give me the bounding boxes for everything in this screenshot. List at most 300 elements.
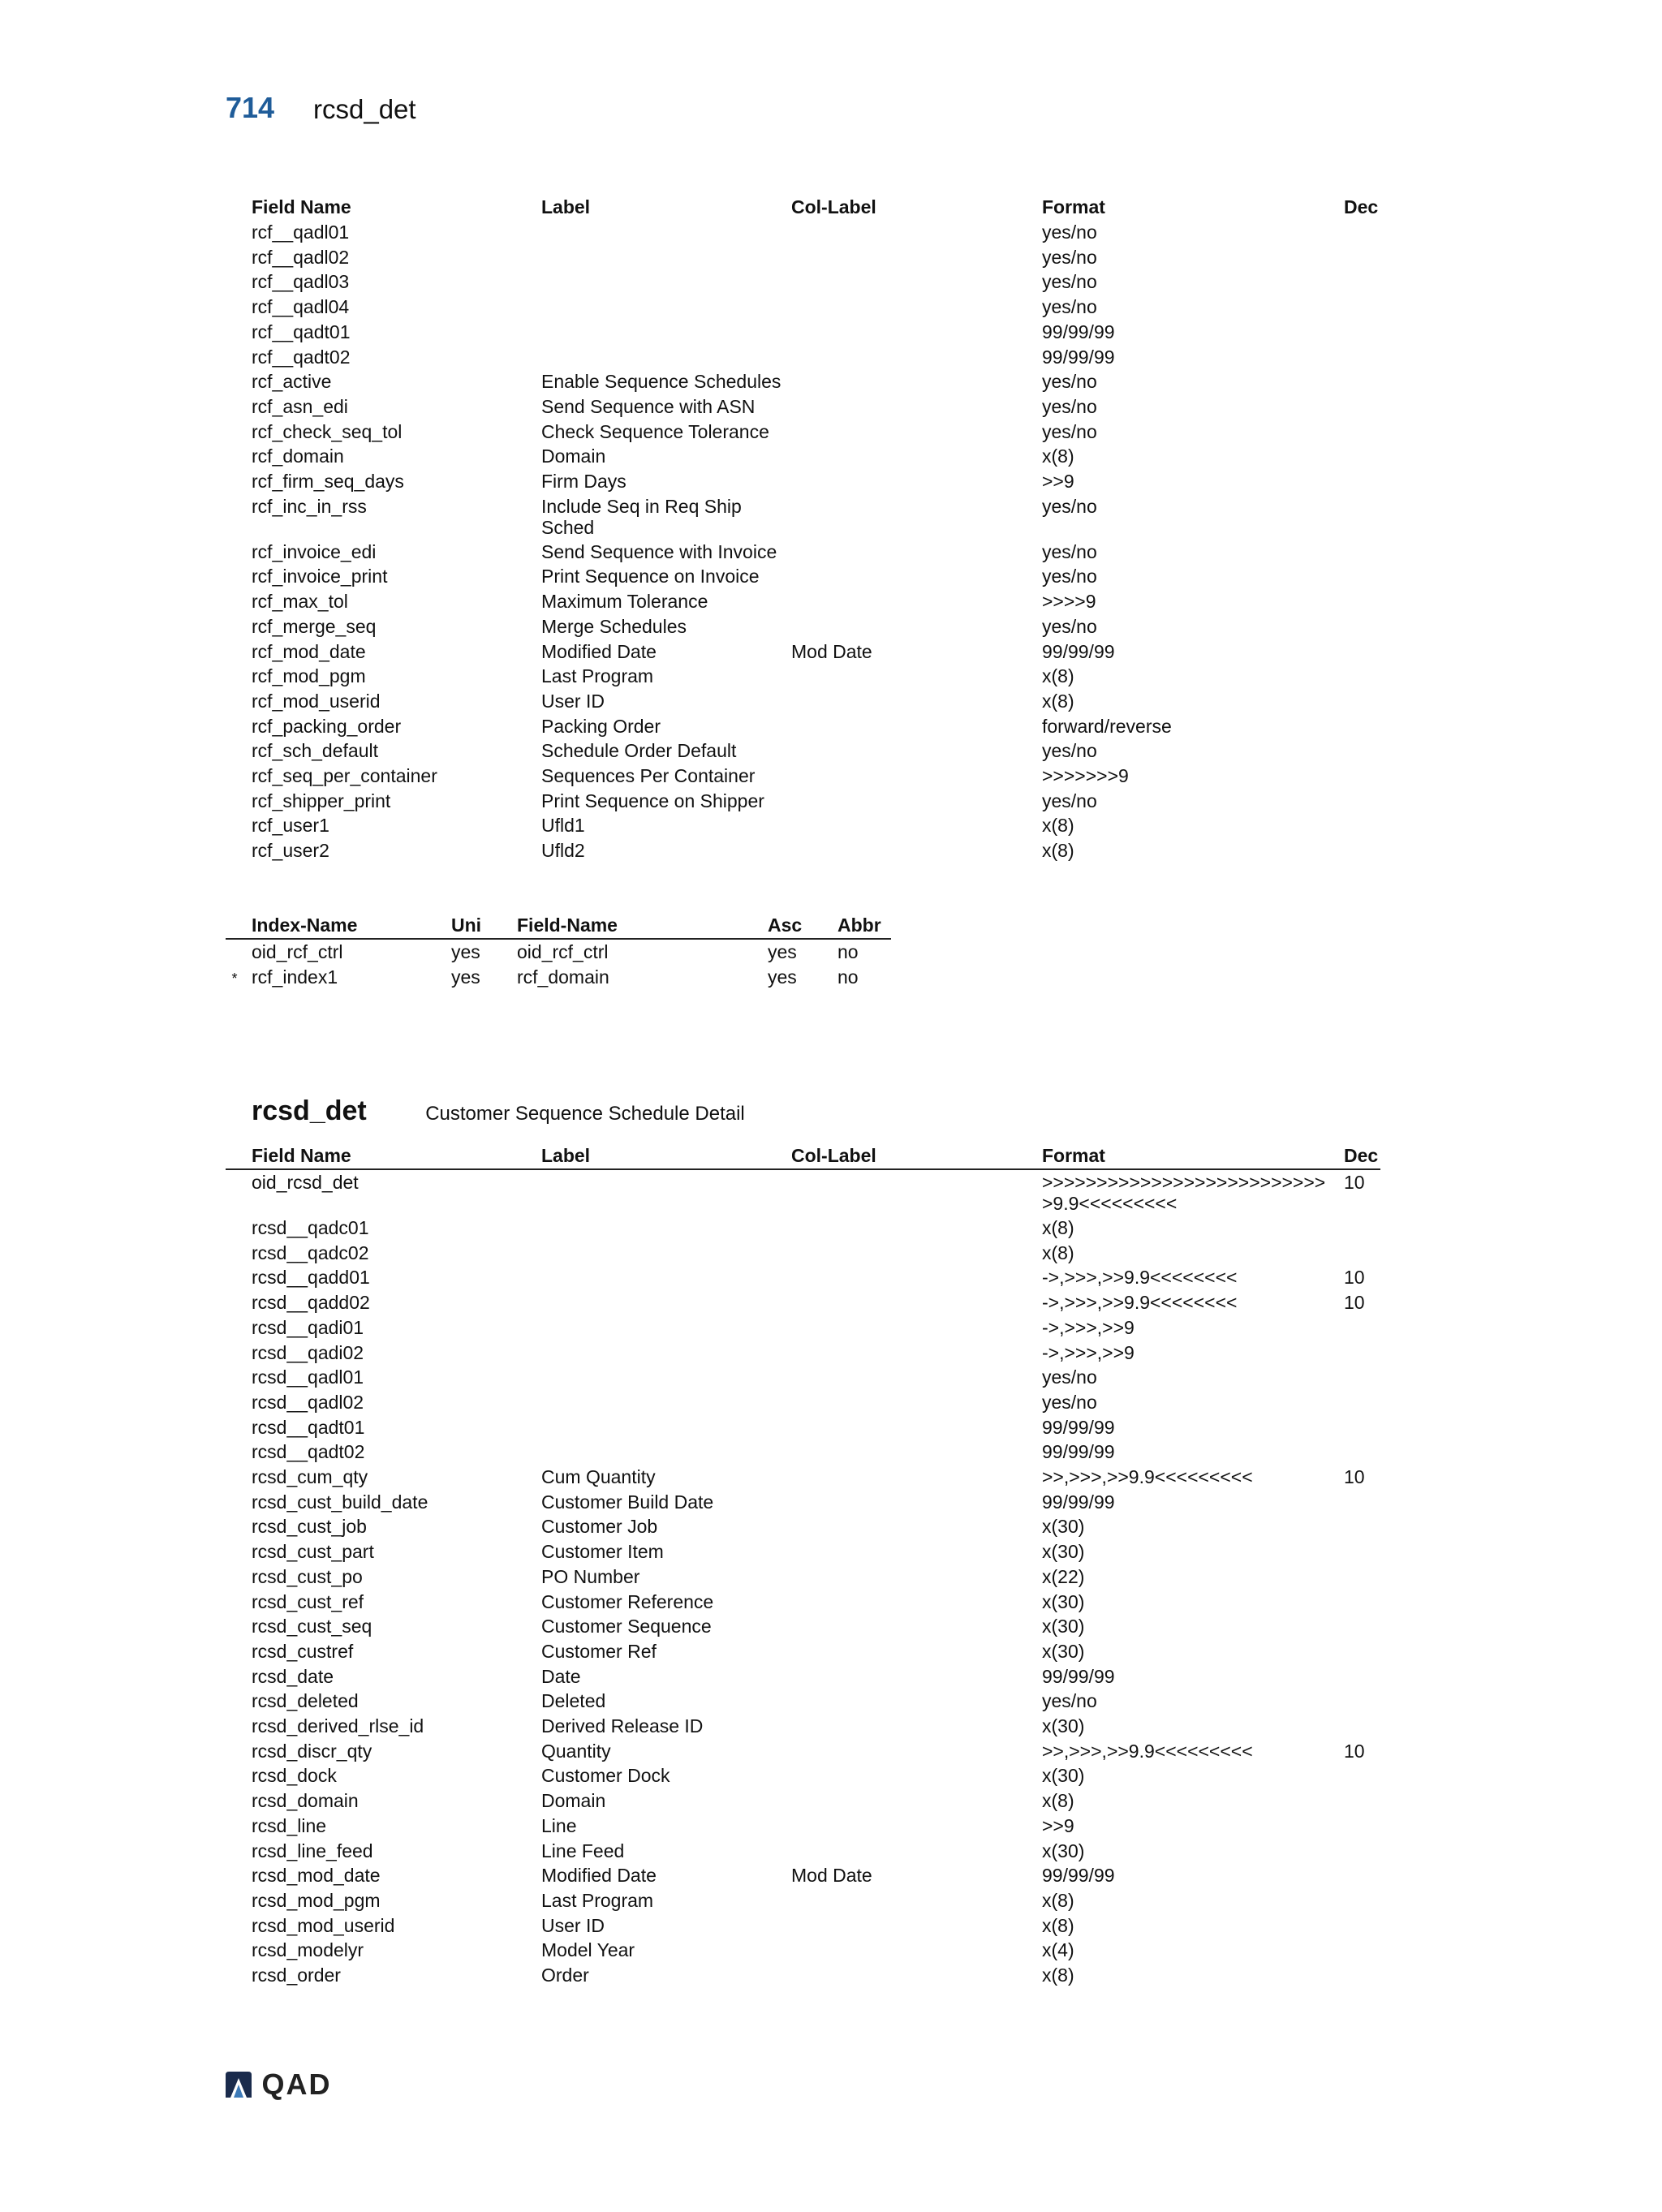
index-name-text: rcf_index1 (252, 966, 338, 988)
field-dec-cell (1334, 1365, 1380, 1390)
field-label-cell: Customer Item (541, 1541, 664, 1563)
table-row (226, 1514, 1380, 1539)
field-name-cell: rcsd_cust_part (252, 1541, 374, 1563)
field-format-cell: yes/no (1042, 395, 1097, 417)
field-name-cell: rcf__qadl04 (252, 296, 350, 318)
field-col-label-cell (765, 738, 1016, 764)
field-format-cell: x(8) (1042, 815, 1074, 837)
field-col-label-cell (765, 1689, 1016, 1714)
field-label-cell: Last Program (541, 1889, 654, 1911)
field-name-cell: rcsd__qadl02 (252, 1391, 364, 1413)
field-name-cell: rcsd_cust_po (252, 1565, 363, 1587)
field-label-cell (515, 1365, 765, 1390)
field-format-cell: x(30) (1042, 1640, 1085, 1662)
field-format-cell: x(8) (1042, 445, 1074, 467)
field-name-cell: rcf_asn_edi (252, 395, 348, 417)
field-format-cell: >>,>>>,>>9.9<<<<<<<<< (1042, 1466, 1253, 1488)
field-format-cell: 99/99/99 (1042, 346, 1115, 368)
qad-logo-icon (224, 2070, 253, 2099)
field-format-cell: x(30) (1042, 1765, 1085, 1787)
index-row (226, 965, 891, 992)
field-label-cell: Check Sequence Tolerance (541, 420, 769, 442)
field-col-label-cell (765, 1763, 1016, 1788)
index-name-cell (226, 939, 451, 965)
field-label-cell: Maximum Tolerance (541, 591, 708, 613)
field-name-cell: rcf_inc_in_rss (252, 495, 367, 517)
field-label-cell: Quantity (541, 1740, 611, 1762)
table-row (226, 1390, 1380, 1415)
section-description: Customer Sequence Schedule Detail (425, 1103, 745, 1125)
field-format-cell: yes/no (1042, 790, 1097, 811)
field-format-cell: yes/no (1042, 222, 1097, 243)
field-name-cell: rcf_check_seq_tol (252, 420, 403, 442)
field-dec-cell (1334, 394, 1380, 420)
field-col-label-cell (765, 838, 1016, 863)
field-label-cell (515, 1341, 765, 1366)
field-dec-cell (1334, 1390, 1380, 1415)
field-format-cell: x(30) (1042, 1516, 1085, 1538)
field-name-cell: rcsd_date (252, 1665, 334, 1687)
field-table-header (226, 195, 1380, 220)
field-col-label-cell (765, 664, 1016, 689)
field-label-cell: Print Sequence on Invoice (541, 566, 760, 587)
field-label-cell (515, 295, 765, 320)
field-name-cell: rcsd__qadt01 (252, 1416, 365, 1438)
table-row (226, 1415, 1380, 1440)
field-col-label-cell (765, 764, 1016, 789)
field-col-label-cell (765, 1241, 1016, 1266)
field-dec-cell (1334, 1564, 1380, 1590)
rcf-index-rows (226, 939, 891, 991)
field-name-cell: rcsd_derived_rlse_id (252, 1715, 424, 1737)
field-label-cell: Deleted (541, 1690, 606, 1712)
field-dec-cell (1334, 1788, 1380, 1814)
field-label-cell: Send Sequence with ASN (541, 395, 756, 417)
index-uni-cell: yes (451, 966, 480, 988)
primary-index-marker: * (231, 970, 238, 987)
field-col-label-cell (765, 614, 1016, 639)
table-row (226, 1689, 1380, 1714)
field-dec-cell (1334, 1440, 1380, 1465)
table-row (226, 1564, 1380, 1590)
field-col-label-cell (765, 1415, 1016, 1440)
field-label-cell: Sequences Per Container (541, 765, 756, 787)
col-label: Label (515, 1143, 765, 1169)
field-format-cell: ->,>>>,>>9.9<<<<<<<< (1042, 1267, 1238, 1289)
field-name-cell: rcsd_cust_seq (252, 1616, 372, 1637)
table-row (226, 689, 1380, 714)
page-title: rcsd_det (313, 94, 416, 124)
field-dec-cell (1334, 714, 1380, 739)
field-dec-cell (1334, 1216, 1380, 1241)
field-name-cell: rcf_active (252, 371, 332, 393)
col-field-name: Field Name (252, 196, 351, 217)
table-row (226, 1714, 1380, 1739)
field-name-cell: rcsd_cust_job (252, 1516, 367, 1538)
field-format-cell: yes/no (1042, 246, 1097, 268)
table-row (226, 1639, 1380, 1664)
field-format-cell: 99/99/99 (1042, 640, 1115, 662)
field-format-cell: forward/reverse (1042, 715, 1172, 737)
field-dec-cell (1334, 1490, 1380, 1515)
field-col-label-cell (765, 1938, 1016, 1963)
field-name-cell: rcsd__qadc01 (252, 1217, 369, 1238)
field-label-cell: Line (541, 1814, 577, 1836)
qad-logo (224, 2068, 331, 2100)
field-label-cell: Schedule Order Default (541, 740, 737, 762)
field-format-cell: yes/no (1042, 1366, 1097, 1388)
table-row (226, 1839, 1380, 1864)
field-label-cell: Customer Dock (541, 1765, 670, 1787)
field-name-cell: rcf_mod_pgm (252, 665, 366, 687)
field-col-label-cell (765, 420, 1016, 445)
table-row (226, 764, 1380, 789)
field-col-label-cell (765, 1365, 1016, 1390)
field-label-cell: Enable Sequence Schedules (541, 371, 781, 393)
field-label-cell (515, 345, 765, 370)
field-col-label-cell (765, 789, 1016, 814)
field-dec-cell (1334, 1590, 1380, 1615)
table-row (226, 614, 1380, 639)
field-col-label-cell (765, 813, 1016, 838)
field-col-label-cell (765, 1465, 1016, 1490)
field-name-cell: rcsd__qadd01 (252, 1267, 370, 1289)
field-dec-cell (1334, 1664, 1380, 1689)
table-row (226, 789, 1380, 814)
field-name-cell: rcf__qadt01 (252, 321, 351, 342)
field-dec-cell (1334, 269, 1380, 295)
field-dec-cell (1334, 1963, 1380, 1988)
index-abbr-cell: no (837, 966, 859, 988)
field-name-cell: rcf_invoice_print (252, 566, 388, 587)
table-row (226, 1341, 1380, 1366)
field-format-cell: yes/no (1042, 615, 1097, 637)
field-name-cell: rcsd_mod_userid (252, 1914, 395, 1936)
field-col-label-cell (765, 444, 1016, 469)
col-dec: Dec (1334, 1143, 1380, 1169)
field-format-cell: ->,>>>,>>9 (1042, 1341, 1135, 1363)
field-name-cell: rcsd_mod_pgm (252, 1889, 381, 1911)
table-row (226, 469, 1380, 494)
field-name-cell: rcf_packing_order (252, 715, 402, 737)
field-col-label-cell (765, 1664, 1016, 1689)
field-format-cell: x(30) (1042, 1840, 1085, 1861)
field-name-cell: rcsd__qadt02 (252, 1441, 365, 1463)
field-dec-cell: 10 (1344, 1740, 1365, 1762)
field-col-label-cell (765, 1814, 1016, 1839)
field-dec-cell (1334, 469, 1380, 494)
field-col-label-cell (765, 1315, 1016, 1341)
field-format-cell: 99/99/99 (1042, 1441, 1115, 1463)
field-table-header (226, 1143, 1380, 1169)
field-format-cell: >>9 (1042, 1814, 1074, 1836)
field-label-cell: Merge Schedules (541, 615, 687, 637)
field-dec-cell (1334, 1341, 1380, 1366)
table-row (226, 540, 1380, 565)
field-label-cell (515, 1169, 765, 1216)
field-dec-cell (1334, 1539, 1380, 1564)
field-dec-cell (1334, 1415, 1380, 1440)
field-dec-cell (1334, 494, 1380, 540)
field-name-cell: rcf_mod_userid (252, 690, 381, 712)
field-format-cell: x(22) (1042, 1565, 1085, 1587)
table-row (226, 1763, 1380, 1788)
qad-logo-text: QAD (261, 2068, 332, 2101)
field-label-cell: Domain (541, 445, 606, 467)
field-col-label-cell (765, 1963, 1016, 1988)
field-dec-cell (1334, 689, 1380, 714)
field-name-cell: rcf__qadl02 (252, 246, 350, 268)
field-col-label-cell (765, 245, 1016, 270)
field-dec-cell (1334, 540, 1380, 565)
field-label-cell (515, 245, 765, 270)
index-asc-cell: yes (768, 966, 797, 988)
field-format-cell: yes/no (1042, 371, 1097, 393)
field-dec-cell (1334, 1938, 1380, 1963)
field-label-cell (515, 320, 765, 345)
table-row (226, 1440, 1380, 1465)
table-row (226, 1539, 1380, 1564)
field-format-cell: x(8) (1042, 1217, 1074, 1238)
field-name-cell: rcsd_order (252, 1965, 341, 1986)
field-label-cell: Modified Date (541, 640, 657, 662)
field-format-cell: >>>>>>>9 (1042, 765, 1129, 787)
field-format-cell: x(8) (1042, 1914, 1074, 1936)
table-row (226, 1888, 1380, 1913)
rcf-index-table (226, 913, 891, 991)
index-abbr-cell: no (837, 941, 859, 962)
field-dec-cell (1334, 1689, 1380, 1714)
field-dec-cell (1334, 1315, 1380, 1341)
field-format-cell: x(4) (1042, 1939, 1074, 1961)
field-name-cell: rcsd_discr_qty (252, 1740, 372, 1762)
field-format-cell: x(8) (1042, 1965, 1074, 1986)
col-field-name: Field Name (226, 1143, 515, 1169)
field-label-cell (515, 1265, 765, 1290)
field-col-label-cell (765, 1739, 1016, 1764)
field-col-label-cell (765, 1290, 1016, 1315)
field-name-cell: rcf_user2 (252, 840, 329, 862)
field-dec-cell (1334, 639, 1380, 665)
index-field-name-cell: rcf_domain (517, 966, 609, 988)
field-label-cell: User ID (541, 1914, 605, 1936)
field-name-cell: rcsd_dock (252, 1765, 337, 1787)
rcf-field-rows (226, 220, 1380, 863)
field-label-cell (515, 1216, 765, 1241)
field-label-cell: Cum Quantity (541, 1466, 656, 1488)
field-dec-cell (1334, 295, 1380, 320)
field-dec-cell (1334, 444, 1380, 469)
field-format-cell: yes/no (1042, 740, 1097, 762)
field-label-cell: PO Number (541, 1565, 640, 1587)
field-format-cell: x(8) (1042, 690, 1074, 712)
field-col-label-cell (765, 1216, 1016, 1241)
table-row (226, 220, 1380, 245)
field-format-cell: x(8) (1042, 665, 1074, 687)
field-name-cell: rcsd_deleted (252, 1690, 359, 1712)
section-name: rcsd_det (252, 1095, 367, 1126)
field-name-cell: rcsd_modelyr (252, 1939, 364, 1961)
field-name-cell: rcsd_domain (252, 1790, 359, 1812)
field-name-cell: rcsd_cum_qty (252, 1466, 368, 1488)
field-format-cell: x(8) (1042, 1889, 1074, 1911)
field-name-cell: rcf_seq_per_container (252, 765, 437, 787)
field-name-cell: rcsd_line_feed (252, 1840, 373, 1861)
field-format-cell: ->,>>>,>>9 (1042, 1316, 1135, 1338)
index-name-cell (226, 965, 451, 992)
col-format: Format (1016, 1143, 1334, 1169)
field-col-label-cell (765, 1639, 1016, 1664)
col-abbr: Abbr (837, 913, 891, 939)
field-col-label-cell (765, 320, 1016, 345)
field-col-label-cell (765, 1888, 1016, 1913)
table-row (226, 1938, 1380, 1963)
field-col-label-cell (765, 1341, 1016, 1366)
col-format: Format (1042, 196, 1105, 217)
field-col-label-cell (765, 345, 1016, 370)
field-dec-cell: 10 (1344, 1172, 1365, 1193)
field-dec-cell (1334, 1614, 1380, 1639)
table-row (226, 1788, 1380, 1814)
field-col-label-cell (765, 1590, 1016, 1615)
table-row (226, 1590, 1380, 1615)
field-name-cell: rcsd_mod_date (252, 1865, 381, 1887)
field-name-cell: rcf__qadt02 (252, 346, 351, 368)
field-col-label-cell (765, 1440, 1016, 1465)
field-name-cell: rcsd__qadc02 (252, 1242, 369, 1263)
field-dec-cell (1334, 1714, 1380, 1739)
field-name-cell: rcsd__qadl01 (252, 1366, 364, 1388)
table-row (226, 738, 1380, 764)
field-format-cell: >>9 (1042, 471, 1074, 493)
field-label-cell: Date (541, 1665, 581, 1687)
table-row (226, 589, 1380, 614)
rcsd-field-rows (226, 1169, 1380, 1988)
field-dec-cell (1334, 245, 1380, 270)
field-label-cell: Customer Sequence (541, 1616, 712, 1637)
field-label-cell: Packing Order (541, 715, 661, 737)
field-name-cell: rcsd__qadd02 (252, 1292, 370, 1314)
field-label-cell: Include Seq in Req Ship Sched (541, 495, 742, 538)
field-format-cell: >>,>>>,>>9.9<<<<<<<<< (1042, 1740, 1253, 1762)
field-label-cell: Domain (541, 1790, 606, 1812)
field-label-cell: Line Feed (541, 1840, 625, 1861)
field-dec-cell (1334, 764, 1380, 789)
field-dec-cell (1334, 369, 1380, 394)
field-name-cell: rcf_user1 (252, 815, 329, 837)
field-dec-cell (1334, 1814, 1380, 1839)
field-col-label-cell (765, 1490, 1016, 1515)
index-name-text: oid_rcf_ctrl (252, 941, 343, 962)
field-dec-cell (1334, 1514, 1380, 1539)
field-name-cell: rcf_max_tol (252, 591, 348, 613)
table-row (226, 1490, 1380, 1515)
table-row (226, 838, 1380, 863)
index-row (226, 939, 891, 965)
field-col-label-cell (765, 394, 1016, 420)
table-row (226, 420, 1380, 445)
field-dec-cell (1334, 420, 1380, 445)
field-label-cell: Customer Reference (541, 1590, 714, 1612)
field-format-cell: >>>>9 (1042, 591, 1096, 613)
field-dec-cell (1334, 838, 1380, 863)
field-name-cell: rcsd_cust_ref (252, 1590, 364, 1612)
index-asc-cell: yes (768, 941, 797, 962)
field-col-label-cell (765, 540, 1016, 565)
field-col-label-cell: Mod Date (791, 640, 872, 662)
field-dec-cell (1334, 1888, 1380, 1913)
field-label-cell: Modified Date (541, 1865, 657, 1887)
field-col-label-cell (765, 1539, 1016, 1564)
field-col-label-cell: Mod Date (791, 1865, 872, 1887)
field-col-label-cell (765, 469, 1016, 494)
field-format-cell: x(30) (1042, 1715, 1085, 1737)
table-row (226, 320, 1380, 345)
field-label-cell: Derived Release ID (541, 1715, 704, 1737)
field-col-label-cell (765, 714, 1016, 739)
field-format-cell: yes/no (1042, 566, 1097, 587)
table-row (226, 295, 1380, 320)
table-row (226, 1315, 1380, 1341)
field-format-cell: >>>>>>>>>>>>>>>>>>>>>>>>>>>9.9<<<<<<<<< (1042, 1172, 1326, 1214)
table-row (226, 664, 1380, 689)
field-dec-cell (1334, 1913, 1380, 1939)
field-label-cell (515, 1290, 765, 1315)
field-format-cell: yes/no (1042, 1391, 1097, 1413)
field-name-cell: rcsd__qadi01 (252, 1316, 364, 1338)
field-col-label-cell (765, 1169, 1016, 1216)
col-asc: Asc (768, 913, 837, 939)
field-dec-cell (1334, 564, 1380, 589)
field-format-cell: x(8) (1042, 1242, 1074, 1263)
field-name-cell: rcsd_line (252, 1814, 327, 1836)
field-col-label-cell (765, 295, 1016, 320)
index-table-header (226, 913, 891, 939)
table-row (226, 639, 1380, 665)
field-label-cell (515, 1241, 765, 1266)
field-format-cell: yes/no (1042, 296, 1097, 318)
field-format-cell: x(30) (1042, 1616, 1085, 1637)
table-row (226, 1664, 1380, 1689)
table-row (226, 1216, 1380, 1241)
field-dec-cell: 10 (1344, 1466, 1365, 1488)
field-format-cell: 99/99/99 (1042, 1491, 1115, 1513)
field-name-cell: rcsd_cust_build_date (252, 1491, 428, 1513)
field-name-cell: rcf_invoice_edi (252, 540, 377, 562)
field-col-label-cell (765, 1913, 1016, 1939)
col-dec: Dec (1344, 196, 1379, 217)
field-dec-cell (1334, 1639, 1380, 1664)
field-name-cell: rcsd__qadi02 (252, 1341, 364, 1363)
table-row (226, 1169, 1380, 1216)
field-dec-cell (1334, 1241, 1380, 1266)
field-col-label-cell (765, 1614, 1016, 1639)
table-row (226, 394, 1380, 420)
field-format-cell: 99/99/99 (1042, 321, 1115, 342)
field-label-cell: Ufld1 (541, 815, 585, 837)
table-row (226, 345, 1380, 370)
field-label-cell: Customer Ref (541, 1640, 657, 1662)
field-col-label-cell (765, 369, 1016, 394)
field-name-cell: rcf__qadl03 (252, 271, 350, 293)
table-row (226, 1365, 1380, 1390)
field-name-cell: rcf_merge_seq (252, 615, 377, 637)
field-format-cell: 99/99/99 (1042, 1665, 1115, 1687)
field-dec-cell (1334, 789, 1380, 814)
field-name-cell: rcf_sch_default (252, 740, 378, 762)
field-format-cell: yes/no (1042, 495, 1097, 517)
field-name-cell: rcf_shipper_print (252, 790, 391, 811)
